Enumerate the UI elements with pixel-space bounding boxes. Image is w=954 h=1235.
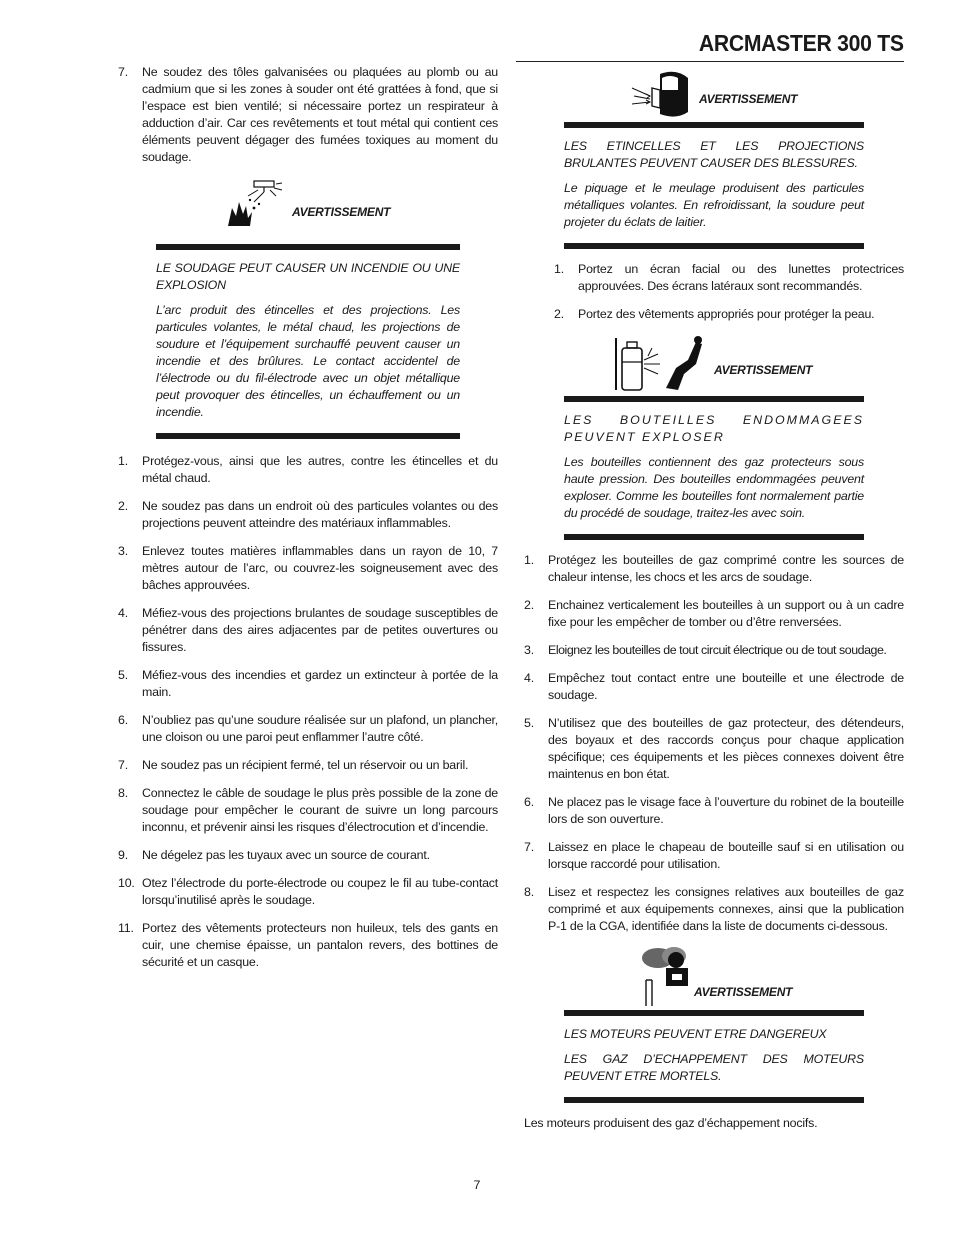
warning-heading: LES ETINCELLES ET LES PROJECTIONS BRULANTES PEUVENT CAUSER DES BLESSURES. [564,139,864,170]
welding-helmet-sparks-icon [630,68,694,120]
warning-heading: LES BOUTEILLES ENDOMMAGEES PEUVENT EXPLOSER [564,413,864,444]
list-item: 6. N’oubliez pas qu’une soudure réalisée sur un plafond, un plancher, une cloison ou une paroi peut enflammer l’autre côté. [118,713,498,744]
list-item: 2. Ne soudez pas dans un endroit où des particules volantes ou des projections peuvent atteindre des matériaux inflammables. [118,499,498,530]
gas-cylinder-icon [614,334,710,392]
closing-paragraph: Les moteurs produisent des gaz d’échappement nocifs. [524,1116,818,1130]
warning-heading: LE SOUDAGE PEUT CAUSER UN INCENDIE OU UNE EXPLOSION [156,261,460,292]
list-item: 1. Protégez-vous, ainsi que les autres, contre les étincelles et du métal chaud. [118,454,498,485]
left-column [118,64,498,982]
page-number: 7 [473,1178,481,1192]
list-item: 7. Ne soudez pas un récipient fermé, tel un réservoir ou un baril. [118,758,469,772]
list-item: 10. Otez l’électrode du porte-électrode ou coupez le fil au tube-contact lorsqu’inutilisé après le soudage. [118,876,498,907]
list-item: 8. Lisez et respectez les consignes relatives aux bouteilles de gaz comprimé et aux équipements connexes, ainsi que la publication P-1 de la CGA, identifiée dans la liste de documents ci-dessous. [524,885,904,933]
header-rule [516,61,904,62]
warning-engine: AVERTISSEMENT LES MOTEURS PEUVENT ETRE DANGEREUX LES GAZ D’ECHAPPEMENT DES MOTEURS PEUVENT ETRE MORTELS. [564,946,864,1103]
list-item: 4. Méfiez-vous des projections brulantes de soudage susceptibles de pénétrer dans des aires adjacentes par de petites ouvertures ou fissures. [118,606,498,654]
list-item: 6. Ne placez pas le visage face à l’ouverture du robinet de la bouteille lors de son ouverture. [524,795,904,826]
warning-body: L’arc produit des étincelles et des projections. Les particules volantes, le métal chaud, les projections de soudure et l’équipement surchauffé peuvent causer un incendie et des brûlures. Le contact accidentel de l’électrode ou du fil-électrode avec un objet métallique peut provoquer des étincelles, un échauffement ou un incendie. [156,303,460,419]
list-item: 3. Eloignez les bouteilles de tout circuit électrique ou de tout soudage. [524,643,887,657]
list-item: 5. Méfiez-vous des incendies et gardez un extincteur à portée de la main. [118,668,498,699]
warning-body: Les bouteilles contiennent des gaz protecteurs sous haute pression. Des bouteilles endommagées peuvent exploser. Comme les bouteilles font normalement partie du procédé de soudage, traitez-les avec soin. [564,455,864,520]
list-item: 7. Ne soudez des tôles galvanisées ou plaquées au plomb ou au cadmium que si les zones à souder ont été grattées à fond, que si l’espace est bien ventilé; si nécessaire portez un respirateur à adduction d’air. Car ces revêtements et tout métal qui contient ces éléments peuvent dégager des fumées toxiques au moment du soudage. [118,65,498,164]
warning-body: LES GAZ D’ECHAPPEMENT DES MOTEURS PEUVENT ETRE MORTELS. [564,1052,864,1083]
page-title: ARCMASTER 300 TS [699,30,904,56]
warning-heading: LES MOTEURS PEUVENT ETRE DANGEREUX [564,1027,827,1041]
fire-explosion-icon [224,178,284,230]
warning-fire: AVERTISSEMENT LE SOUDAGE PEUT CAUSER UN INCENDIE OU UNE EXPLOSION L’arc produit des étincelles et des projections. Les particules volantes, le métal chaud, les projections de soudure et l’équipement surchauffé peuvent causer un incendie et des brûlures. Le contact accidentel de l’électrode ou du fil-électrode avec un objet métallique peut provoquer des étincelles, un échauffement ou un incendie. [156,178,460,439]
list-item: 5. N’utilisez que des bouteilles de gaz protecteur, des détendeurs, des boyaux et des raccords conçus pour chaque application spécifique; ces équipements et les pièces connexes doivent être maintenus en bon état. [524,716,904,781]
list-item: 2. Portez des vêtements appropriés pour protéger la peau. [554,307,875,321]
list-item: 9. Ne dégelez pas les tuyaux avec un source de courant. [118,848,430,862]
warning-body: Le piquage et le meulage produisent des particules métalliques volantes. En refroidissant, la soudure peut projeter du éclats de laitier. [564,181,864,229]
warning-cylinders: AVERTISSEMENT LES BOUTEILLES ENDOMMAGEES PEUVENT EXPLOSER Les bouteilles contiennent des gaz protecteurs sous haute pression. Des bouteilles endommagées peuvent exploser. Comme les bouteilles font normalement partie du procédé de soudage, traitez-les avec soin. [564,334,864,540]
right-column [524,64,904,1132]
list-item: 3. Enlevez toutes matières inflammables dans un rayon de 10, 7 mètres autour de l’arc, ou couvrez-les soigneusement avec des bâches approuvées. [118,544,498,592]
list-item: 11. Portez des vêtements protecteurs non huileux, tels des gants en cuir, une chemise épaisse, un pantalon revers, des bottines de sécurité et un casque. [118,921,498,969]
list-item: 1. Portez un écran facial ou des lunettes protectrices approuvées. Des écrans latéraux sont recommandés. [554,262,904,293]
list-item: 2. Enchainez verticalement les bouteilles à un support ou à un cadre fixe pour les empêcher de tomber ou d’être renversées. [524,598,904,629]
list-item: 8. Connectez le câble de soudage le plus près possible de la zone de soudage pour empêcher le courant de suivre un long parcours inconnu, et prévenir ainsi les risques d’électrocution et d’incendie. [118,786,498,834]
list-item: 4. Empêchez tout contact entre une bouteille et une électrode de soudage. [524,671,904,702]
warning-sparks: AVERTISSEMENT LES ETINCELLES ET LES PROJECTIONS BRULANTES PEUVENT CAUSER DES BLESSURES. Le piquage et le meulage produisent des particules métalliques volantes. En refroidissant, la soudure peut projeter du éclats de laitier. [564,64,864,249]
list-item: 7. Laissez en place le chapeau de bouteille sauf si en utilisation ou lorsque raccordé pour utilisation. [524,840,904,871]
list-item: 1. Protégez les bouteilles de gaz comprimé contre les sources de chaleur intense, les chocs et les arcs de soudage. [524,553,904,584]
engine-exhaust-icon [636,946,696,1008]
